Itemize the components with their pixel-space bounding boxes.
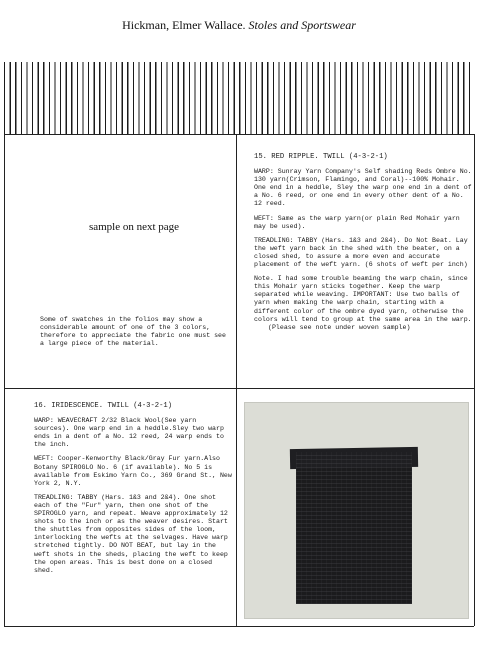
left-rule: [4, 134, 5, 626]
entry-15-treadling: TREADLING: TABBY (Hars. 1&3 and 2&4). Do Not Beat. Lay the weft yarn back in the shed with the beater, on a closed shed, to assure a more even and accurate placement of the weft yarn. (6 shots of weft per inch): [254, 236, 468, 269]
entry-16: [34, 402, 232, 581]
middle-rule: [4, 388, 474, 389]
bottom-tick: [236, 620, 237, 626]
entry-16-treadling: TREADLING: TABBY (Hars. 1&3 and 2&4). One shot each of the "Fur" yarn, then one shot of the SPIROGLO yarn, and repeat. Weave approximately 12 shots to the inch or as the weaver desires. Start the shuttles from opposites sides of the loom, interlocking the wefts at the selvages. Have warp stretched tightly. DO NOT BEAT, but lay in the weft shots in the sheds, placing the weft to keep the open areas. This is best done on a closed shed.: [34, 493, 228, 574]
right-rule: [474, 134, 475, 626]
bottom-rule: [4, 626, 474, 627]
entry-15-heading: 15. RED RIPPLE. TWILL (4-3-2-1): [254, 153, 388, 161]
swatch-note: [40, 316, 230, 354]
entry-15: [254, 153, 472, 338]
entry-16-warp: WARP: WEAVECRAFT 2/32 Black Wool(See yarn sources). One warp end in a heddle.Sley two warp ends in a dent of a No. 12 reed, 24 warp ends to the inch.: [34, 417, 224, 449]
page-header: [0, 18, 478, 33]
header-title: Stoles and Sportswear: [248, 18, 356, 32]
swatch-note-text: Some of swatches in the folios may show a considerable amount of one of the 3 colors, therefore to appreciate the fabric one must see a large piece of the material.: [40, 316, 226, 348]
center-rule: [236, 134, 237, 626]
entry-15-weft: WEFT: Same as the warp yarn(or plain Red Mohair yarn may be used).: [254, 214, 460, 230]
sample-label: sample on next page: [88, 221, 180, 233]
black-woven-swatch-icon: [296, 452, 412, 604]
entry-15-note: Note. I had some trouble beaming the warp chain, since this Mohair yarn sticks together. Keep the warp separated while weaving. IMPORTANT: Use two balls of yarn when making the warp chain, starting with a different color of the ombre dyed yarn, otherwise the colors will tend to group at the same area in the warp.: [254, 275, 472, 323]
stripe-banner: [4, 62, 474, 134]
entry-16-weft: WEFT: Cooper-Kenworthy Black/Gray Fur yarn.Also Botany SPIROGLO No. 6 (if available). No 5 is available from Eskimo Yarn Co., 369 Grand St., New York 2, N.Y.: [34, 455, 232, 487]
entry-16-heading: 16. IRIDESCENCE. TWILL (4-3-2-1): [34, 402, 173, 410]
top-rule: [4, 134, 474, 135]
entry-15-warp: WARP: Sunray Yarn Company's Self shading Reds Ombre No. 130 yarn(Crimson, Flamingo, and Coral)--100% Mohair. One end in a heddle, Sley the warp one end in a dent of a No. 6 reed, or one end in every other dent of a No. 12 reed.: [254, 168, 472, 208]
entry-15-see-note: (Please see note under woven sample): [268, 323, 411, 331]
header-author: Hickman, Elmer Wallace.: [122, 18, 246, 32]
